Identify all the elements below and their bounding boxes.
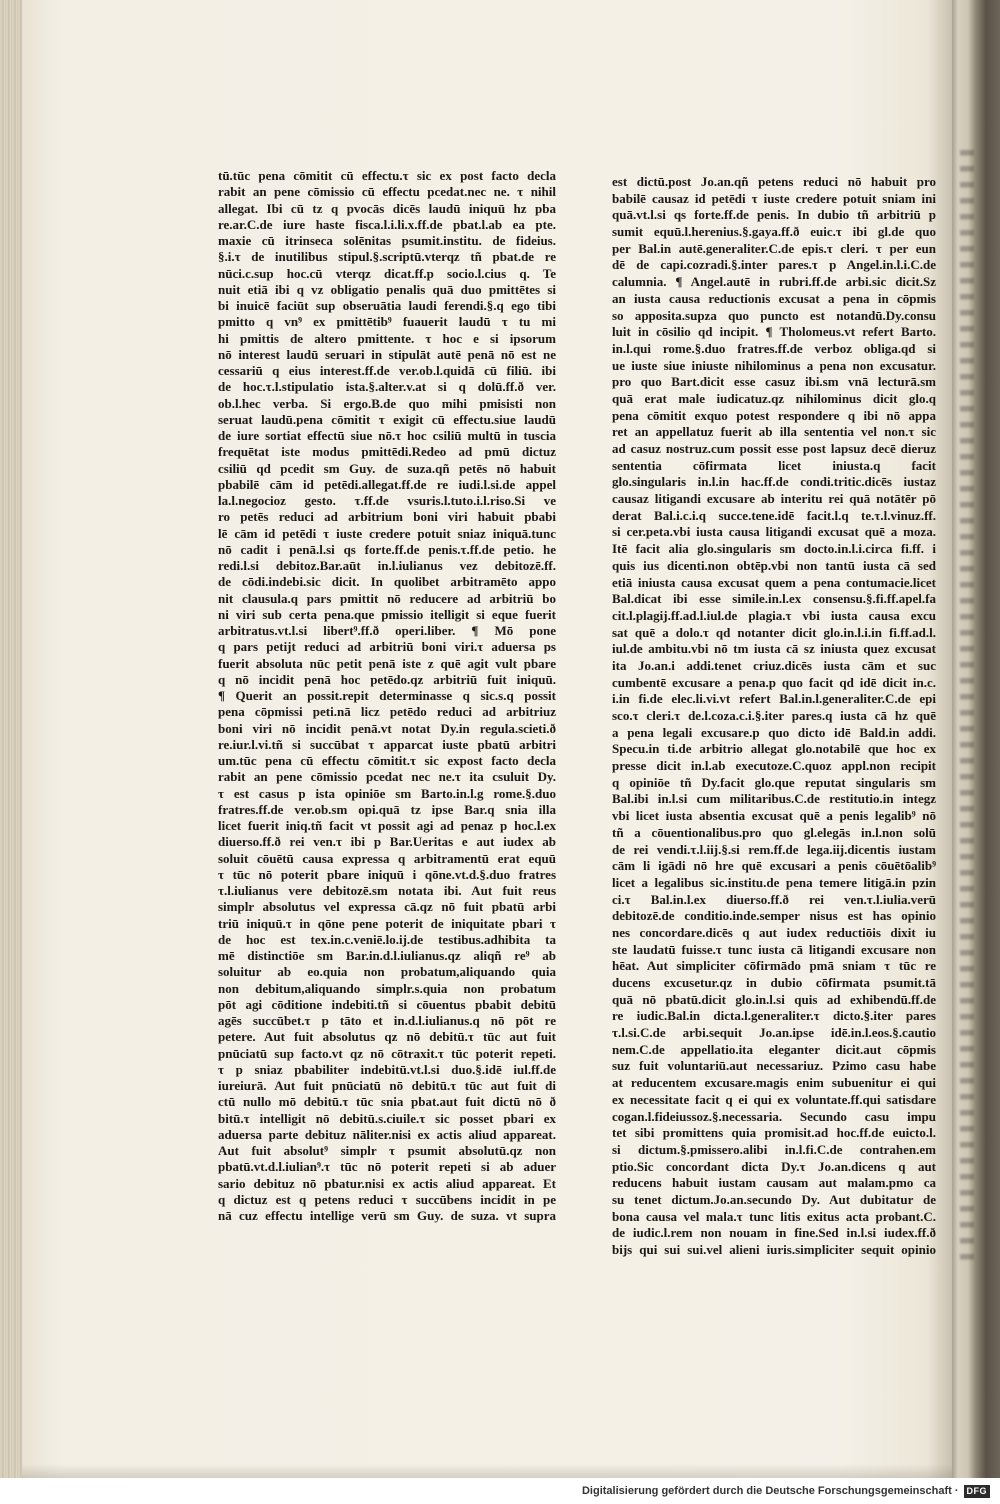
text-line: nem.C.de appellatio.ita eleganter dicit.aut cōpmis xyxy=(612,1041,936,1057)
text-line: Aut fuit absolut⁹ simplr τ psumit absolutū.qz non xyxy=(218,1143,556,1158)
footer-credit-text: Digitalisierung gefördert durch die Deutsche Forschungsgemeinschaft · xyxy=(581,1485,959,1497)
text-line: calumnia. ¶ Angel.autē in rubri.ff.de arbi.sic dicit.Sz xyxy=(612,274,936,290)
text-line: allegat. Ibi cū tz q pvocās dicēs laudū iniquū hz pba xyxy=(218,200,556,216)
text-line: frequētat iste modus pmittēdi.Redeo ad pmū dictuz xyxy=(218,444,556,460)
digitization-footer xyxy=(0,1478,1000,1504)
text-line: pbatū.vt.d.l.iulian⁹.τ tūc nō poterit repeti si ab aduer xyxy=(218,1159,556,1175)
text-line: a pena legali excusare.p quo dicto idē Bald.in addi. xyxy=(612,724,936,740)
text-line: mē distinctiōe sm Bar.in.d.l.iulianus.qz aliqñ re⁹ ab xyxy=(218,948,556,963)
text-line: cām li igādi nō hre quē excusari a penis cōuētōalib⁹ xyxy=(612,858,936,874)
text-line: nūci.c.sup hoc.cū vterqz dicat.ff.p socio.l.cius q. Te xyxy=(218,265,556,281)
text-line: i.in fi.de elec.li.vi.vt refert Bal.in.l.generaliter.C.de epi xyxy=(612,691,936,707)
text-line: pro quo Bart.dicit esse casuz ibi.sm vnā lecturā.sm xyxy=(612,374,936,390)
text-line: si cer.peta.vbi iusta causa litigandi excusat quē a moza. xyxy=(612,524,936,540)
text-line: soluitur ab eo.quia non probatum,aliquando quia xyxy=(218,964,556,980)
facing-page-edge xyxy=(960,150,974,1270)
text-line: q dictuz est q petens reduci τ succūbens incidit in pe xyxy=(218,1191,556,1207)
text-line: cessariū q eius interest.ff.de ver.ob.l.quidā cū filiū. ibi xyxy=(218,363,556,378)
text-line: licet fuerit iniq.tñ facit vt possit agi ad penaz p hoc.l.ex xyxy=(218,818,556,833)
text-line: τ tūc nō poterit pbare iniquū i qōne.vt.d.§.duo fratres xyxy=(218,866,556,882)
text-line: reducens habuit iustam causam aut malam.pmo ca xyxy=(612,1175,936,1191)
text-line: de hoc.τ.l.stipulatio ista.§.alter.v.at si q dolū.ff.ð ver. xyxy=(218,379,556,395)
text-line: dē de capi.cozradi.§.inter pares.τ p Angel.in.l.i.C.de xyxy=(612,257,936,273)
text-line: soluit cōuētū causa expressa q arbitramentū erat equū xyxy=(218,850,556,866)
text-line: in.l.qui rome.§.duo fratres.ff.de verboz obliga.qd si xyxy=(612,340,936,356)
text-line: pena cōmitit exquo potest respondere q ibi nō appa xyxy=(612,407,936,423)
text-line: su tenet dictum.Jo.an.secundo Dy. Aut dubitatur de xyxy=(612,1191,936,1207)
text-line: nes concordare.dicēs q aut iudex reductiōis dixit iu xyxy=(612,924,936,940)
text-line: triū iniquū.τ in qōne pene poterit de iniquitate pbari τ xyxy=(218,915,556,931)
text-line: τ.l.si.C.de arbi.sequit Jo.an.ipse idē.in.l.eos.§.cautio xyxy=(612,1025,936,1041)
text-line: τ p sniaz pbabiliter indebitū.vt.l.si duo.§.idē iul.ff.de xyxy=(218,1061,556,1077)
text-line: q nō incidit penā hoc petēdo.qz arbitriū fuit iniquū. xyxy=(218,671,556,687)
text-line: fratres.ff.de ver.ob.sm opi.quā tz ipse Bar.q snia illa xyxy=(218,801,556,817)
text-line: Specu.in ti.de arbitrio allegat glo.notabilē que hoc ex xyxy=(612,741,936,757)
text-line: ad casuz nostruz.cum possit esse post lapsuz decē dieruz xyxy=(612,441,936,456)
text-line: de iure sortiat effectū siue nō.τ hoc csiliū multū in tuscia xyxy=(218,428,556,443)
text-line: de cōdi.indebi.sic dicit. In quolibet arbitramēto appo xyxy=(218,574,556,590)
text-line: licet a legalibus sic.institu.de pena temere litigā.in pzin xyxy=(612,874,936,890)
text-line: ret an appellatuz fuerit ab illa sententia vel non.τ sic xyxy=(612,424,936,440)
text-line: quā erat male iudicatuz.qz nihilominus dicit glo.q xyxy=(612,390,936,406)
text-line: de hoc est tex.in.c.veniē.lo.ij.de testibus.adhibita ta xyxy=(218,931,556,947)
text-line: ro petēs reduci ad arbitrium boni viri habuit pbabi xyxy=(218,509,556,525)
text-line: sco.τ cleri.τ de.l.coza.c.i.§.iter pares.q iusta cā hz quē xyxy=(612,708,936,723)
text-line: per Bal.in autē.generaliter.C.de epis.τ cleri. τ per eun xyxy=(612,240,936,256)
text-line: ducens excusetur.qz in dubio cōfirmata psumit.tā xyxy=(612,975,936,990)
text-line: rabit an pene cōmissio pcedat nec ne.τ ita csuluit Dy. xyxy=(218,769,556,785)
left-text-column xyxy=(218,168,556,1224)
text-line: τ est casus p ista opiniōe sm Barto.in.l.g rome.§.duo xyxy=(218,785,556,801)
text-line: re iudic.Bal.in dicta.l.generaliter.τ dicto.§.iter pares xyxy=(612,1008,936,1024)
text-line: nā cuz effectu intellige verū sm Guy. de suza. vt supra xyxy=(218,1208,556,1223)
text-line: lē cām id petēdi τ iuste credere potuit sniaz iniquā.tunc xyxy=(218,525,556,541)
text-line: so apposita.supza quo puncto est notandū.Dy.consu xyxy=(612,307,936,323)
text-line: agēs succūbet.τ p tāto et in.d.l.iulianus.q nō pōt re xyxy=(218,1013,556,1028)
text-line: ctū nullo mō debitū.τ tūc snia pbat.aut fuit dictū nō ð xyxy=(218,1094,556,1110)
text-line: diuerso.ff.ð rei ven.τ ibi p Bar.Ueritas e aut iudex ab xyxy=(218,834,556,850)
text-line: ci.τ Bal.in.l.ex diuerso.ff.ð rei ven.τ.l.iulia.verū xyxy=(612,891,936,907)
text-line: csiliū qd pcedit sm Guy. de suza.qñ petēs nō habuit xyxy=(218,460,556,476)
text-line: cumbentē excusare a pena.p quo facit qd idē dicit in.c. xyxy=(612,674,936,690)
text-line: quā nō pbatū.dicit glo.in.l.si quis ad exhibendū.ff.de xyxy=(612,991,936,1007)
text-line: an iusta causa reductionis excusat a pena in cōpmis xyxy=(612,290,936,306)
text-line: sumit equū.l.herenius.§.gaya.ff.ð euic.τ ibi gl.de quo xyxy=(612,224,936,240)
text-line: bijs qui sui sui.vel alieni iuris.simpliciter sequit opinio xyxy=(612,1242,936,1257)
text-line: τ.l.iulianus vere debitozē.sm notata ibi. Aut fuit reus xyxy=(218,883,556,898)
text-line: de iudic.l.rem non nouam in fine.Sed in.l.si iudex.ff.ð xyxy=(612,1225,936,1241)
text-line: pena cōpmissi peti.nā licz petēdo reduci ad arbitriuz xyxy=(218,704,556,720)
text-line: quā.vt.l.si qs forte.ff.de penis. In dubio tñ arbitriū p xyxy=(612,207,936,223)
text-line: glo.singularis in.l.in hac.ff.de condi.tritic.dicēs iustaz xyxy=(612,474,936,490)
text-line: luit in cōsilio qd incipit. ¶ Tholomeus.vt refert Barto. xyxy=(612,324,936,340)
text-line: causaz litigandi excusare ab interitu rei quā notātēr pō xyxy=(612,491,936,507)
text-line: nō interest laudū seruari in stipulāt autē penā nō est ne xyxy=(218,346,556,362)
text-line: est dictū.post Jo.an.qñ petens reduci nō habuit pro xyxy=(612,174,936,189)
text-line: babilē causaz id petēdi τ iuste credere potuit sniam ini xyxy=(612,190,936,206)
text-line: ex necessitate facit q ei qui ex voluntate.ff.qui satisdare xyxy=(612,1091,936,1107)
text-line: redi.l.si debitoz.Bar.aūt in.l.iulianus vez debitozē.ff. xyxy=(218,558,556,573)
text-line: pnūciatū sup facto.vt qz nō cōtraxit.τ tūc poterit repeti. xyxy=(218,1045,556,1061)
text-line: si dictum.§.pmissero.alibi in.l.fi.C.de contrahen.em xyxy=(612,1141,936,1157)
text-line: Bal.ibi in.l.si cum militaribus.C.de restitutio.in integz xyxy=(612,791,936,807)
text-line: boni viri nō incidit penā.vt notat Dy.in regula.scieti.ð xyxy=(218,720,556,736)
text-line: cit.l.plagij.ff.ad.l.iul.de plagia.τ vbi iusta causa excu xyxy=(612,607,936,623)
text-line: nō cadit i penā.l.si qs forte.ff.de penis.τ.ff.de petio. he xyxy=(218,541,556,557)
text-line: aduersa parte debituz nāliter.nisi ex actis aliud appareat. xyxy=(218,1126,556,1142)
text-line: ni viri sub certa pena.que pmissio itelligit si eque fuerit xyxy=(218,606,556,622)
text-line: ptio.Sic concordant dicta Dy.τ Jo.an.dicens q aut xyxy=(612,1158,936,1174)
text-line: quis ius dicenti.non obtēp.vbi non tantū iusta cā sed xyxy=(612,557,936,573)
text-line: hēat. Aut simpliciter cōfirmādo pmā sniam τ tūc re xyxy=(612,958,936,974)
text-line: iul.de ambitu.vbi nō tm iusta cā sz iniusta quez excusat xyxy=(612,641,936,657)
text-line: bitū.τ intelligit nō debitū.s.ciuile.τ sic posset pbari ex xyxy=(218,1110,556,1126)
text-line: bi inuicē faciūt sup obseruātia laudi ferendi.§.q ego tibi xyxy=(218,298,556,313)
text-line: rabit an pene cōmissio cū effectu pcedat.nec ne. τ nihil xyxy=(218,184,556,200)
text-line: tet sibi promittens quia promisit.ad hoc.ff.de euicto.l. xyxy=(612,1125,936,1141)
text-line: suz fuit voluntariū.aut necessariuz. Pzimo casu habe xyxy=(612,1058,936,1074)
text-line: de rei vendi.τ.l.iij.§.si rem.ff.de lega.iij.dicentis iustam xyxy=(612,841,936,857)
text-line: hi pmittis de altero pmittente. τ hoc e si ipsorum xyxy=(218,330,556,346)
text-line: ste laudatū fuisse.τ tunc iusta cā litigandi excusare non xyxy=(612,941,936,957)
text-line: Bal.dicat ibi esse simile.in.l.ex consensu.§.fi.ff.apel.fa xyxy=(612,591,936,607)
text-line: iureiurā. Aut fuit pnūciatū nō debitū.τ tūc aut fuit di xyxy=(218,1078,556,1093)
right-text-column xyxy=(612,174,936,1259)
text-line: vbi licet iusta absentia excusat quē a penis legalib⁹ nō xyxy=(612,808,936,824)
text-line: petere. Aut fuit absolutus qz nō debitū.τ tūc aut fuit xyxy=(218,1029,556,1045)
text-line: sententia cōfirmata licet iniusta.q facit xyxy=(612,457,936,473)
text-line: re.ar.C.de iure haste fisca.l.i.li.x.ff.de pbat.l.ab ea pte. xyxy=(218,216,556,232)
text-line: tñ a cōuentionalibus.pro quo gl.elegās in.l.non solū xyxy=(612,824,936,840)
text-line: sario debituz nō pbatur.nisi ex actis aliud appareat. Et xyxy=(218,1175,556,1191)
text-line: simplr absolutus vel expressa cā.qz nō fuit pbatū arbi xyxy=(218,899,556,915)
text-line: ita Jo.an.i addi.tenet criuz.dicēs iusta cām et suc xyxy=(612,657,936,673)
text-line: pōt agi cōditione indebiti.tñ si cōuentus pbabit debitū xyxy=(218,996,556,1012)
text-line: nuit etiā ibi q vz obligatio penalis quā duo pmittētes si xyxy=(218,281,556,297)
text-line: q opiniōe tñ Dy.facit glo.que reputat singularis sm xyxy=(612,774,936,790)
page-bottom-shadow xyxy=(22,1464,952,1478)
text-line: debitozē.de conditio.inde.semper nisus est has opinio xyxy=(612,908,936,924)
text-line: tū.tūc pena cōmitit cū effectu.τ sic ex post facto decla xyxy=(218,168,556,183)
text-line: sat quē a dolo.τ qd notanter dicit glo.in.l.i.in fi.ff.ad.l. xyxy=(612,624,936,640)
text-line: arbitratus.vt.l.si libert⁹.ff.ð operi.liber. ¶ Mō pone xyxy=(218,623,556,638)
text-line: pmitto q vn⁹ ex pmittētib⁹ fuauerit laudū τ tu mi xyxy=(218,314,556,330)
text-line: cogan.l.fideiussoz.§.necessaria. Secundo casu impu xyxy=(612,1108,936,1124)
text-line: presse dicit in.l.ab executoze.C.quoz appl.non recipit xyxy=(612,758,936,774)
text-line: at reducentem excusare.magis enim subuenitur ei qui xyxy=(612,1075,936,1091)
text-line: §.i.τ de inutilibus stipul.§.scriptū.vterqz tñ pbat.de re xyxy=(218,249,556,265)
text-line: ue iuste siue iniuste nihilominus a pena non excusatur. xyxy=(612,357,936,373)
text-line: fuerit absoluta nūc petit penā iste z quē agit vult pbare xyxy=(218,655,556,671)
text-line: seruat laudū.pena cōmitit τ exigit cū effectu.siue laudū xyxy=(218,411,556,427)
text-line: non debitum,aliquando simplr.s.quia non probatum xyxy=(218,980,556,996)
text-line: Itē facit alia glo.singularis sm docto.in.l.i.circa fi.ff. i xyxy=(612,541,936,557)
text-line: re.iur.l.vi.tñ si succūbat τ apparcat iuste pbatū arbitri xyxy=(218,736,556,752)
text-line: etiā iniusta causa excusat quem a pena contumacie.licet xyxy=(612,574,936,590)
text-line: pbabilē cām id petēdi.allegat.ff.de re iudi.l.si.de appel xyxy=(218,476,556,492)
text-line: bona causa vel mala.τ tunc litis exitus acta probant.C. xyxy=(612,1208,936,1224)
text-line: nit clausula.q pars pmittit nō reducere ad arbitriū bo xyxy=(218,590,556,606)
text-line: derat Bal.i.c.i.q succe.tene.idē facit.l.q te.τ.l.vinuz.ff. xyxy=(612,507,936,523)
text-line: la.l.negocioz gesto. τ.ff.de vsuris.l.tuto.i.l.riso.Si ve xyxy=(218,493,556,508)
text-line: q pars petijt reduci ad arbitriū boni viri.τ aduersa ps xyxy=(218,639,556,655)
dfg-logo: DFG xyxy=(964,1485,991,1498)
text-line: ¶ Querit an possit.repit determinasse q sic.s.q possit xyxy=(218,688,556,703)
text-line: ob.l.hec verba. Si ergo.B.de quo mihi pmisisti non xyxy=(218,395,556,411)
text-line: maxie cū itrinseca solēnitas psumit.institu. de fideius. xyxy=(218,233,556,248)
text-line: um.tūc pena cū effectu cōmitit.τ sic expost facto decla xyxy=(218,753,556,768)
